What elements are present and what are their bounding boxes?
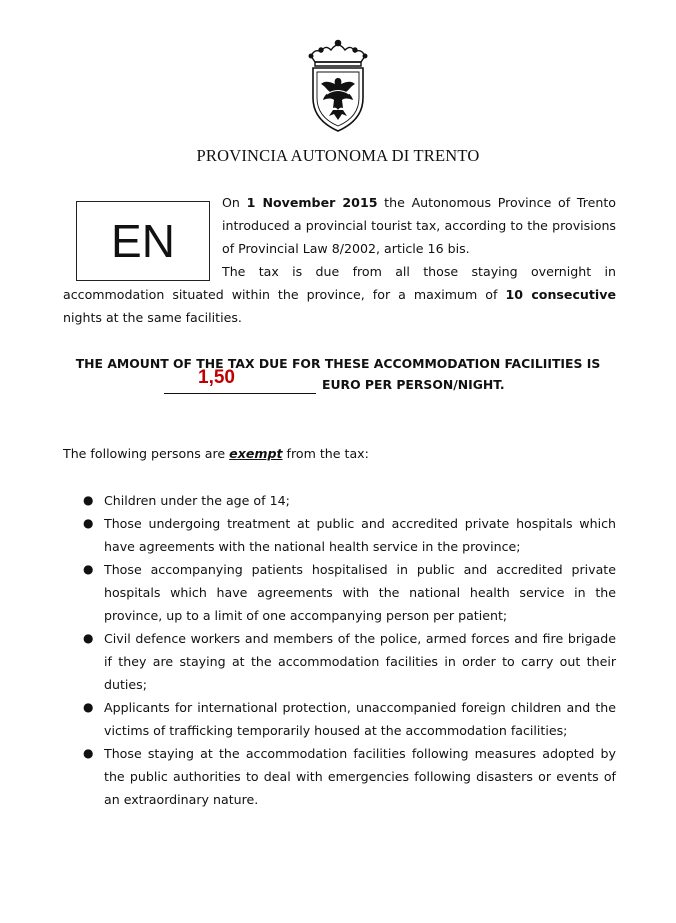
amount-heading: THE AMOUNT OF THE TAX DUE FOR THESE ACCOMMODATION FACILIITIES IS	[75, 356, 601, 371]
bullet-icon: ●	[83, 516, 94, 530]
amount-value: 1,50	[198, 367, 235, 388]
bullet-icon: ●	[83, 700, 94, 714]
intro-max-nights: 10 consecutive	[505, 287, 616, 302]
list-item: ● Civil defence workers and members of the police, armed forces and fire brigade if they are staying at the accommodation facilities in order to carry out their duties;	[63, 627, 616, 696]
list-item: ● Children under the age of 14;	[63, 489, 616, 512]
amount-blank	[164, 369, 316, 394]
list-item: ● Those undergoing treatment at public and accredited private hospitals which have agreements with the national health service in the province;	[63, 512, 616, 558]
organization-title: PROVINCIA AUTONOMA DI TRENTO	[196, 146, 480, 165]
intro-text	[63, 191, 616, 329]
amount-unit: EURO PER PERSON/NIGHT.	[322, 377, 505, 392]
exempt-word: exempt	[229, 446, 283, 461]
bullet-icon: ●	[83, 562, 94, 576]
list-item: ● Those staying at the accommodation facilities following measures adopted by the public authorities to deal with emergencies following disasters or events of an extraordinary nature.	[63, 742, 616, 811]
list-item: ● Those accompanying patients hospitalised in public and accredited private hospitals which have agreements with the national health service in the province, up to a limit of one accompanying person per patient;	[63, 558, 616, 627]
intro-paragraph-2: The tax is due from all those staying overnight in accommodation situated within the province, for a maximum of 10 consecutive nights at the same facilities.	[63, 264, 616, 325]
bullet-icon: ●	[83, 746, 94, 760]
list-item: ● Applicants for international protection, unaccompanied foreign children and the victims of trafficking temporarily housed at the accommodation facilities;	[63, 696, 616, 742]
bullet-icon: ●	[83, 493, 94, 507]
exempt-intro: The following persons are exempt from the tax:	[63, 446, 369, 461]
amount-row	[164, 367, 505, 394]
exempt-list	[63, 489, 616, 811]
bullet-icon: ●	[83, 631, 94, 645]
intro-date: 1 November 2015	[246, 195, 378, 210]
language-label: EN	[111, 215, 175, 267]
crest-icon	[303, 38, 373, 134]
intro-paragraph-1: On 1 November 2015 the Autonomous Province of Trento introduced a provincial tourist tax, according to the provisions of Provincial Law 8/2002, article 16 bis.	[222, 195, 616, 256]
